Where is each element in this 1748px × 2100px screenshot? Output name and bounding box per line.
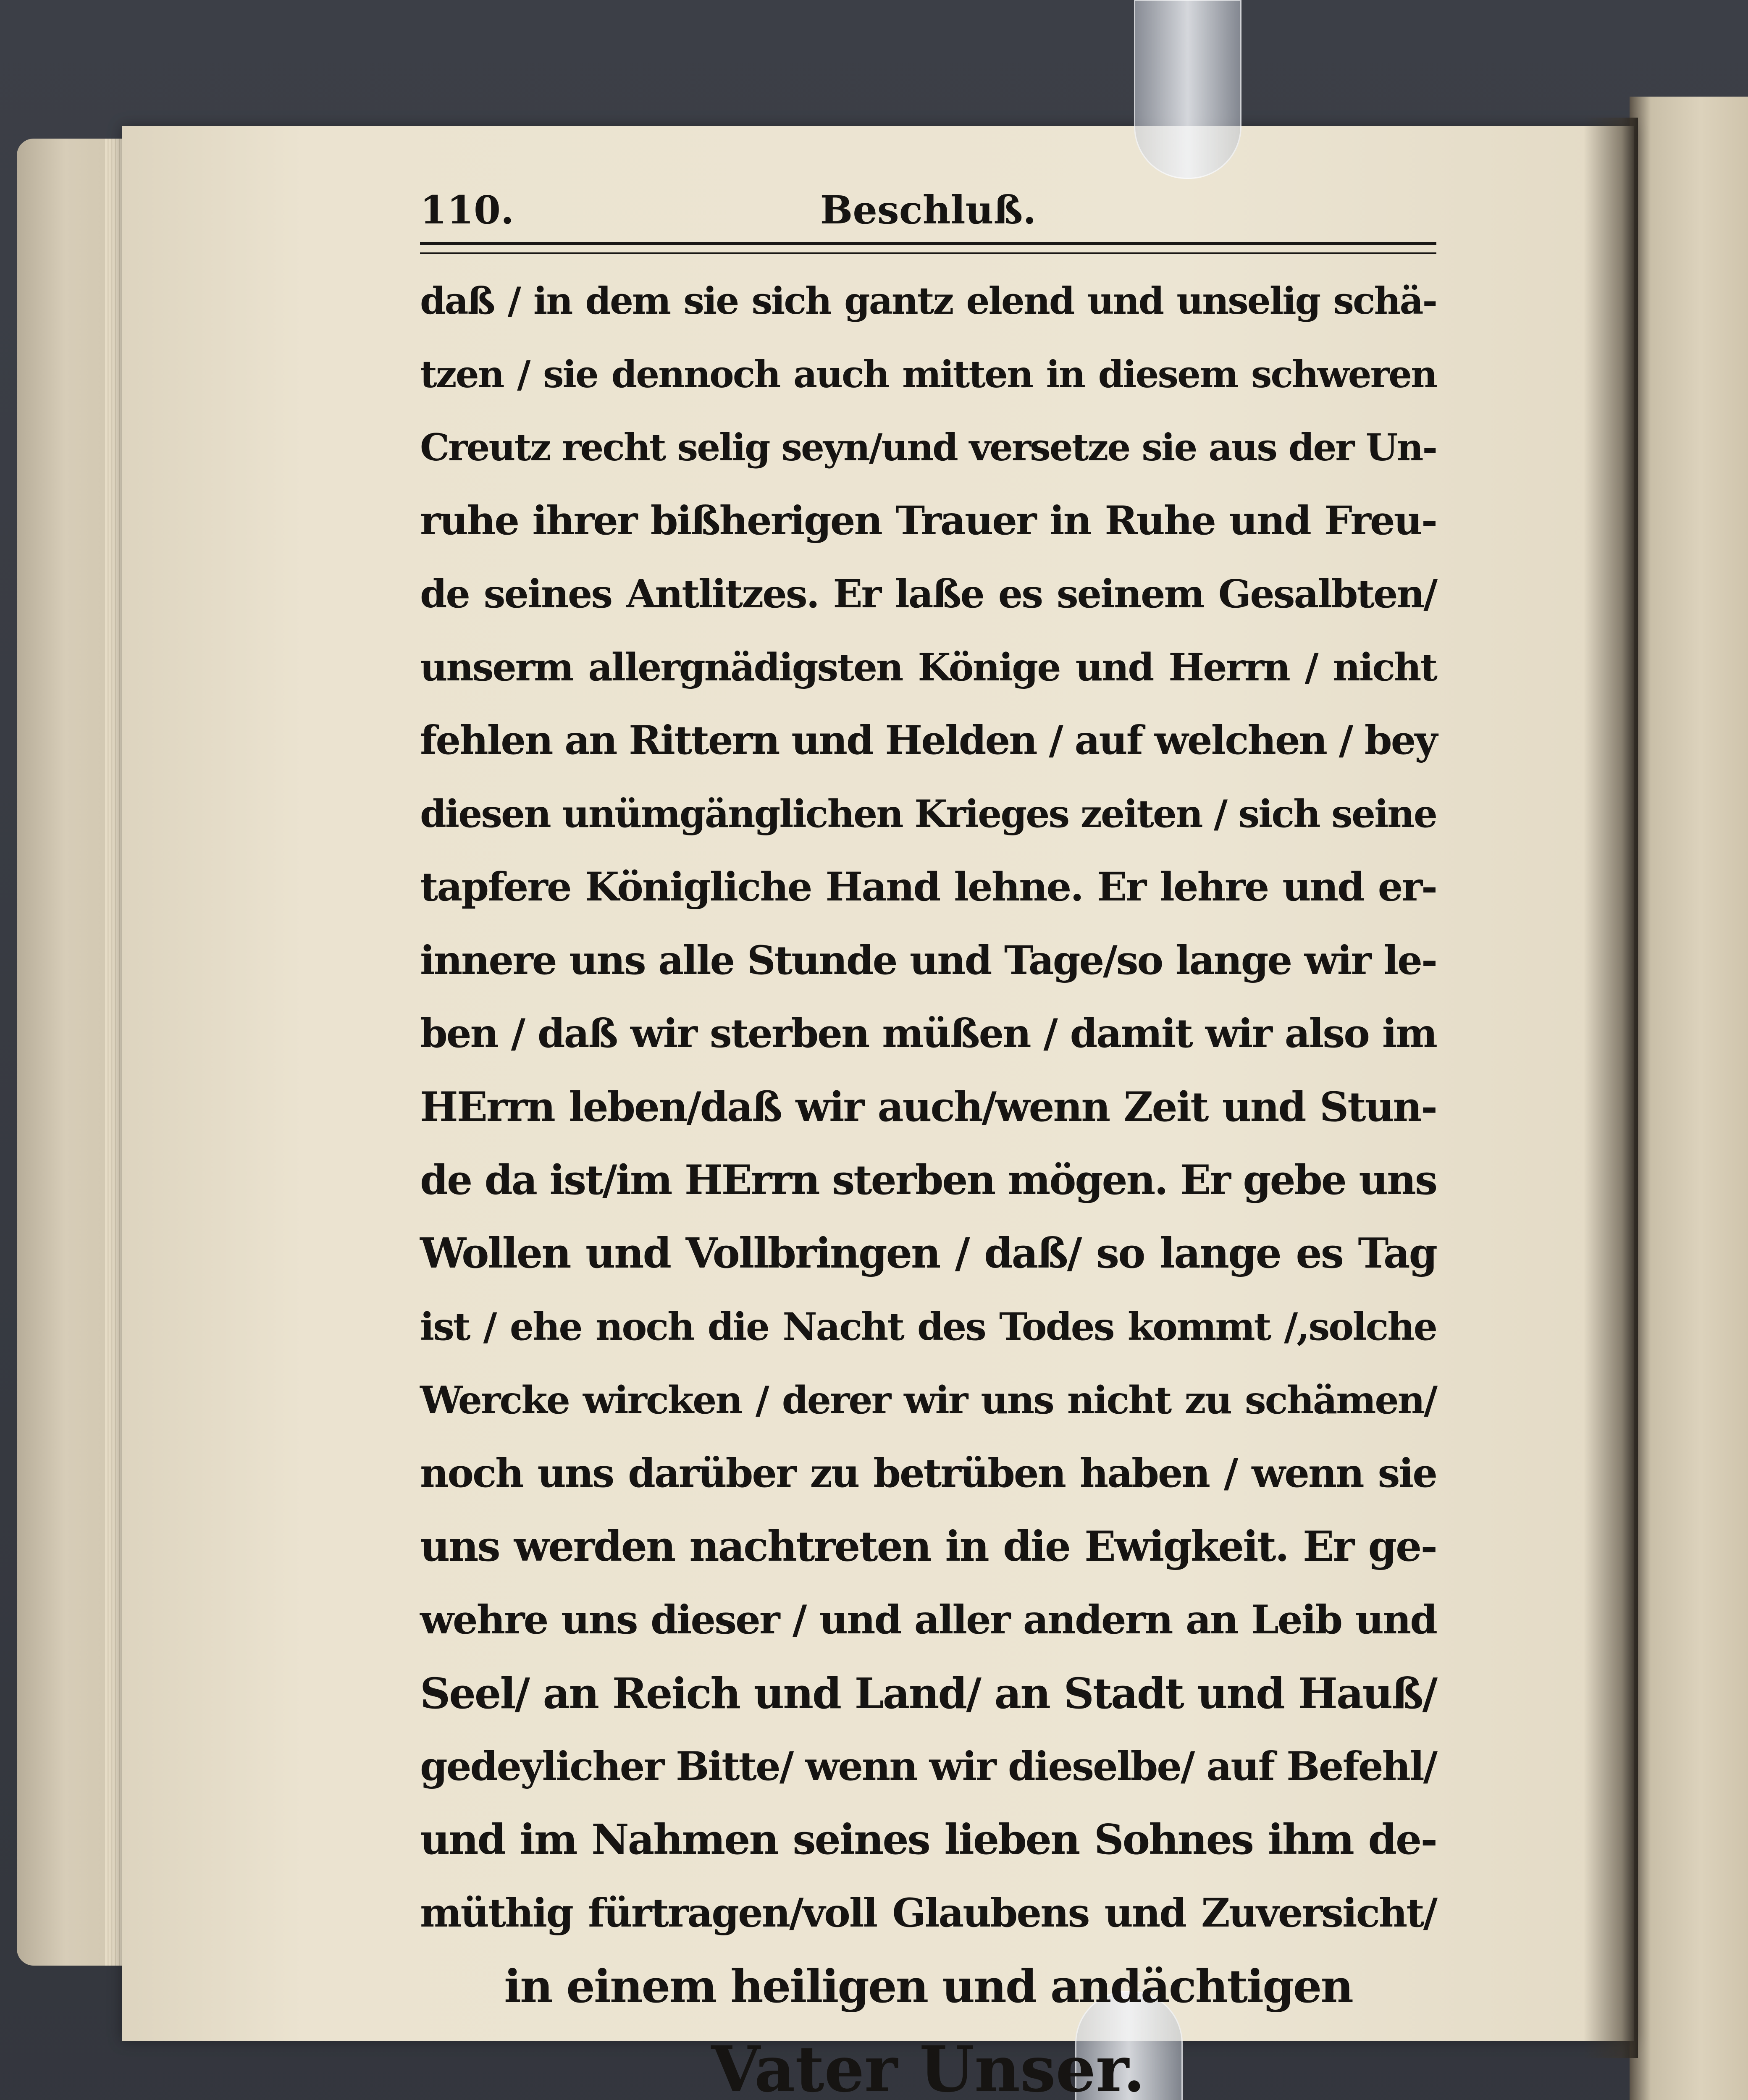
text-line: Creutz recht selig seyn/und versetze sie aus der Un- — [420, 425, 1436, 469]
text-line: Wollen und Vollbringen / daß/ so lange es Tag — [420, 1229, 1436, 1278]
text-line: ist / ehe noch die Nacht des Todes kommt /,solche — [420, 1305, 1436, 1349]
text-line: fehlen an Rittern und Helden / auf welchen / bey — [420, 717, 1436, 764]
text-line: gedeylicher Bitte/ wenn wir dieselbe/ auf Befehl/ — [420, 1743, 1436, 1790]
text-line: daß / in dem sie sich gantz elend und unselig schä- — [420, 279, 1436, 323]
head-rule — [420, 242, 1436, 254]
facing-page-edge-right — [1630, 97, 1748, 2100]
page-number: 110. — [420, 187, 514, 233]
page-gutter-shadow — [1583, 118, 1638, 2058]
text-line: und im Nahmen seines lieben Sohnes ihm de- — [420, 1815, 1436, 1864]
text-line: de da ist/im HErrn sterben mögen. Er gebe uns — [420, 1156, 1436, 1204]
page-holder-clip-top — [1134, 0, 1241, 179]
text-line-centered: in einem heiligen und andächtigen — [504, 1960, 1352, 2013]
text-line: ruhe ihrer bißherigen Trauer in Ruhe und Freu- — [420, 497, 1436, 544]
text-line: diesen unümgänglichen Krieges zeiten / sich seine — [420, 791, 1436, 836]
prayer-title: Vater Unser. — [711, 2032, 1145, 2100]
text-line: unserm allergnädigsten Könige und Herrn / nicht — [420, 645, 1436, 690]
text-line: de seines Antlitzes. Er laße es seinem Gesalbten/ — [420, 571, 1436, 617]
text-line: tapfere Königliche Hand lehne. Er lehre und er- — [420, 864, 1436, 910]
text-line: ben / daß wir sterben müßen / damit wir also im — [420, 1011, 1436, 1057]
text-line: uns werden nachtreten in die Ewigkeit. Er ge- — [420, 1522, 1436, 1571]
text-line: Wercke wircken / derer wir uns nicht zu schämen/ — [420, 1378, 1436, 1423]
text-line: Seel/ an Reich und Land/ an Stadt und Hauß/ — [420, 1668, 1436, 1718]
text-line: innere uns alle Stunde und Tage/so lange wir le- — [420, 937, 1436, 984]
running-head — [420, 181, 1436, 239]
book-fore-edge-left — [17, 139, 139, 1966]
text-line: müthig fürtragen/voll Glaubens und Zuversicht/ — [420, 1890, 1436, 1936]
text-line: noch uns darüber zu betrüben haben / wenn sie — [420, 1450, 1436, 1496]
body-text — [420, 264, 1436, 2023]
running-title: Beschluß. — [820, 187, 1037, 233]
page-text-block — [420, 181, 1436, 2100]
text-line: tzen / sie dennoch auch mitten in diesem schweren — [420, 352, 1436, 396]
text-line: wehre uns dieser / und aller andern an Leib und — [420, 1597, 1436, 1643]
text-line: HErrn leben/daß wir auch/wenn Zeit und Stun- — [420, 1083, 1436, 1131]
